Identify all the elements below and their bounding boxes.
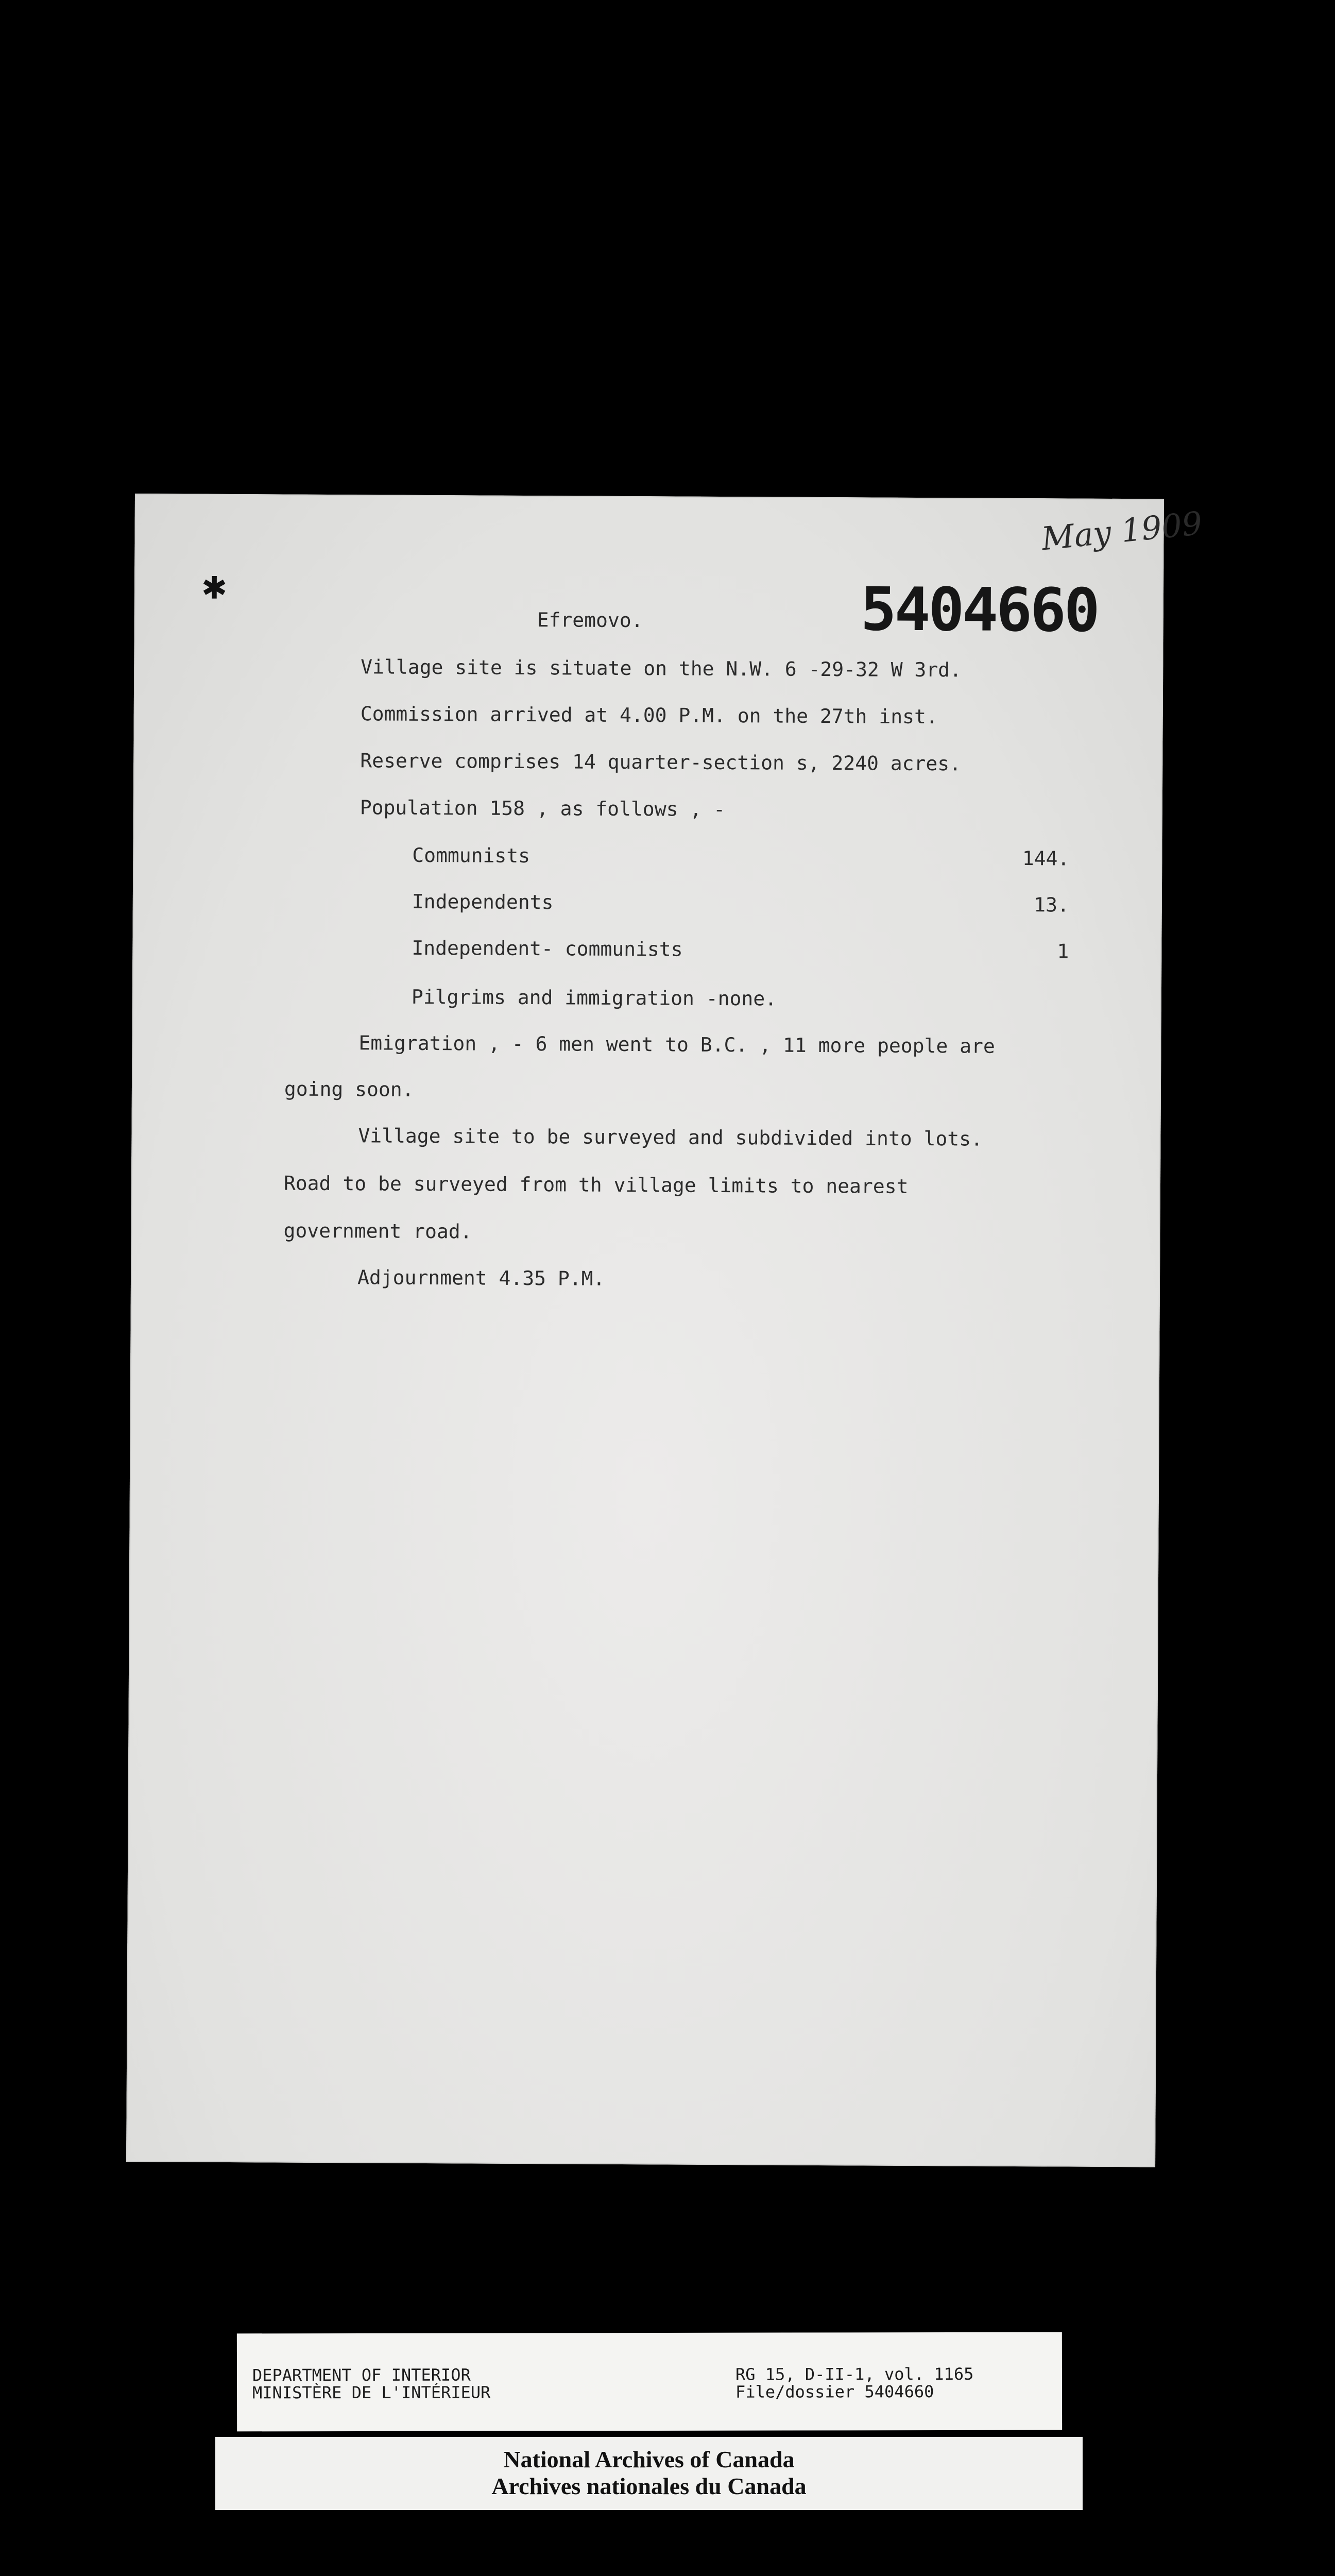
dept-en: DEPARTMENT OF INTERIOR [252,2365,471,2385]
survey-line-2: Road to be surveyed from th village limits to nearest [283,1172,909,1198]
department-names [252,2366,490,2402]
archive-reference-label [237,2332,1062,2432]
archives-banner [215,2437,1083,2510]
archives-name-fr: Archives nationales du Canada [491,2473,807,2499]
reference-numbers [735,2365,973,2401]
population-line: Population 158 , as follows , - [360,796,726,821]
population-row-label: Independents [412,890,554,914]
archives-name-en: National Archives of Canada [503,2446,795,2472]
village-site-line: Village site is situate on the N.W. 6 -29-32 W 3rd. [361,655,962,682]
file-number-stamp: 5404660 [860,574,1099,646]
population-row-label: Independent- communists [412,936,683,961]
file-dossier: File/dossier 5404660 [735,2382,934,2402]
population-row-value: 1 [1057,940,1069,963]
emigration-line-1: Emigration , - 6 men went to B.C. , 11 more people are [358,1031,995,1058]
population-row-value: 144. [1022,847,1070,870]
ink-blot-icon: ✱ [201,570,228,606]
adjournment-line: Adjournment 4.35 P.M. [357,1266,605,1290]
reserve-line: Reserve comprises 14 quarter-section s, 2240 acres. [360,749,962,775]
population-row-value: 13. [1034,893,1069,917]
document-title: Efremovo. [537,608,643,632]
reference: RG 15, D-II-1, vol. 1165 [735,2364,974,2384]
pilgrims-line: Pilgrims and immigration -none. [411,985,777,1010]
population-row-label: Communists [412,843,530,868]
dept-fr: MINISTÈRE DE L'INTÉRIEUR [252,2382,491,2403]
emigration-line-2: going soon. [284,1077,414,1101]
document-page [126,494,1204,2167]
commission-arrival-line: Commission arrived at 4.00 P.M. on the 27th inst. [360,702,938,728]
survey-line-3: government road. [283,1219,472,1243]
survey-line-1: Village site to be surveyed and subdivided into lots. [358,1124,983,1150]
handwritten-date-note: May 1909 [1039,504,1204,558]
